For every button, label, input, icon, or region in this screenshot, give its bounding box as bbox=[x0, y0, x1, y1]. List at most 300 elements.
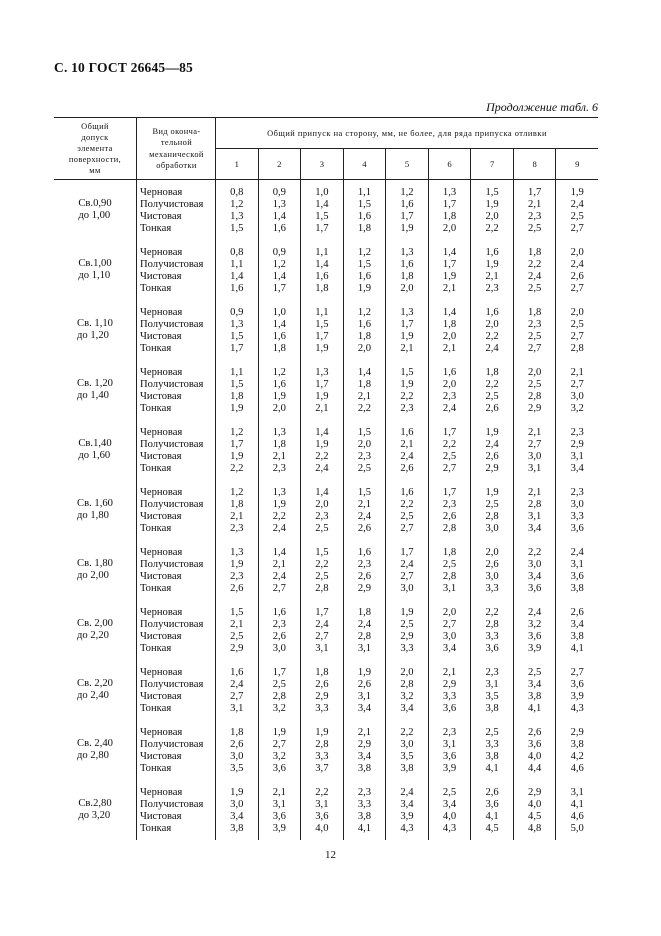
machining-kind: Получистовая bbox=[140, 199, 204, 210]
allowance-value: 2,1 bbox=[272, 787, 286, 798]
allowance-value: 1,9 bbox=[230, 559, 244, 570]
allowance-value: 2,5 bbox=[442, 559, 457, 570]
machining-kind: Тонкая bbox=[140, 283, 172, 294]
allowance-value: 1,6 bbox=[400, 259, 414, 270]
allowance-value: 2,4 bbox=[272, 571, 286, 582]
allowance-value: 1,6 bbox=[272, 379, 286, 390]
allowance-value: 1,5 bbox=[315, 211, 329, 222]
allowance-value: 3,1 bbox=[230, 703, 244, 714]
series-value-column bbox=[385, 780, 428, 840]
series-value-column bbox=[555, 480, 598, 540]
allowance-value: 2,9 bbox=[485, 463, 499, 474]
allowance-value: 2,1 bbox=[357, 391, 372, 402]
allowance-value: 1,7 bbox=[315, 223, 329, 234]
series-header: 6 bbox=[428, 148, 471, 179]
tolerance-range-label: Св. 1,60 до 1,80 bbox=[77, 497, 113, 521]
allowance-value: 2,5 bbox=[528, 379, 542, 390]
allowance-value: 2,8 bbox=[442, 571, 457, 582]
allowance-value: 2,5 bbox=[528, 223, 542, 234]
series-value-column bbox=[513, 360, 556, 420]
allowance-value: 3,1 bbox=[442, 739, 457, 750]
allowance-value: 1,9 bbox=[357, 283, 372, 294]
allowance-value: 3,0 bbox=[400, 583, 414, 594]
series-value-column bbox=[385, 240, 428, 300]
series-value-column bbox=[428, 480, 471, 540]
allowance-value: 4,8 bbox=[528, 823, 542, 834]
series-value-column bbox=[215, 240, 258, 300]
allowance-value: 1,6 bbox=[485, 307, 499, 318]
tolerance-range-label: Св.0,90 до 1,00 bbox=[78, 197, 112, 221]
series-value-column bbox=[343, 780, 386, 840]
series-value-column bbox=[258, 360, 301, 420]
allowance-value: 1,8 bbox=[272, 439, 286, 450]
allowance-value: 2,1 bbox=[400, 439, 414, 450]
allowance-value: 2,8 bbox=[357, 631, 372, 642]
allowance-value: 1,5 bbox=[315, 319, 329, 330]
allowance-value: 1,9 bbox=[272, 391, 286, 402]
machining-kind-cell bbox=[136, 720, 215, 780]
series-value-column bbox=[470, 720, 513, 780]
allowance-value: 2,0 bbox=[357, 343, 372, 354]
allowance-value: 2,1 bbox=[528, 199, 542, 210]
allowance-value: 2,2 bbox=[400, 391, 414, 402]
machining-kind: Тонкая bbox=[140, 763, 172, 774]
allowance-value: 2,0 bbox=[442, 331, 457, 342]
machining-kind: Чистовая bbox=[140, 511, 182, 522]
allowance-value: 3,2 bbox=[400, 691, 414, 702]
allowance-value: 2,6 bbox=[357, 523, 372, 534]
machining-kind: Черновая bbox=[140, 667, 183, 678]
allowance-value: 2,2 bbox=[528, 547, 542, 558]
allowance-value: 3,8 bbox=[570, 739, 584, 750]
allowance-value: 2,1 bbox=[357, 499, 372, 510]
allowance-value: 2,8 bbox=[272, 691, 286, 702]
allowance-value: 3,4 bbox=[230, 811, 244, 822]
allowance-value: 2,1 bbox=[400, 343, 414, 354]
allowance-value: 2,2 bbox=[485, 607, 499, 618]
series-value-column bbox=[258, 720, 301, 780]
allowance-value: 3,0 bbox=[230, 799, 244, 810]
allowance-value: 2,4 bbox=[570, 199, 584, 210]
allowance-value: 1,6 bbox=[357, 319, 372, 330]
series-value-column bbox=[343, 300, 386, 360]
allowance-value: 3,9 bbox=[528, 643, 542, 654]
allowance-value: 2,3 bbox=[442, 499, 457, 510]
allowance-value: 3,5 bbox=[230, 763, 244, 774]
allowance-value: 2,2 bbox=[528, 259, 542, 270]
allowance-value: 4,6 bbox=[570, 811, 584, 822]
machining-kind: Получистовая bbox=[140, 799, 204, 810]
allowance-value: 2,3 bbox=[570, 487, 584, 498]
allowance-value: 3,1 bbox=[570, 787, 584, 798]
allowance-value: 2,8 bbox=[528, 499, 542, 510]
machining-kind: Черновая bbox=[140, 487, 183, 498]
table-row-group bbox=[54, 420, 598, 480]
series-value-column bbox=[513, 780, 556, 840]
allowance-value: 1,4 bbox=[442, 247, 457, 258]
allowance-value: 3,4 bbox=[400, 703, 414, 714]
allowance-value: 1,3 bbox=[442, 187, 457, 198]
series-value-column bbox=[555, 420, 598, 480]
allowance-value: 3,8 bbox=[357, 811, 372, 822]
tolerance-range-label: Св. 2,20 до 2,40 bbox=[77, 677, 113, 701]
allowance-value: 2,9 bbox=[442, 679, 457, 690]
allowance-value: 2,7 bbox=[230, 691, 244, 702]
machining-kind: Чистовая bbox=[140, 811, 182, 822]
allowance-value: 2,7 bbox=[528, 439, 542, 450]
allowance-value: 2,5 bbox=[528, 331, 542, 342]
allowance-value: 2,1 bbox=[272, 451, 286, 462]
allowance-value: 2,6 bbox=[485, 787, 499, 798]
allowance-value: 2,1 bbox=[442, 343, 457, 354]
page-number: 12 bbox=[325, 849, 336, 861]
allowance-value: 3,0 bbox=[485, 523, 499, 534]
allowance-value: 1,7 bbox=[315, 379, 329, 390]
allowance-value: 3,8 bbox=[528, 691, 542, 702]
allowance-value: 3,4 bbox=[442, 799, 457, 810]
allowance-value: 2,1 bbox=[528, 427, 542, 438]
allowance-value: 1,7 bbox=[400, 547, 414, 558]
allowance-value: 2,1 bbox=[230, 511, 244, 522]
allowance-value: 2,1 bbox=[442, 283, 457, 294]
allowance-value: 1,6 bbox=[357, 271, 372, 282]
allowance-value: 4,1 bbox=[570, 799, 584, 810]
allowance-value: 3,0 bbox=[272, 643, 286, 654]
allowance-value: 1,9 bbox=[230, 451, 244, 462]
allowance-value: 3,0 bbox=[570, 391, 584, 402]
allowance-value: 2,6 bbox=[400, 463, 414, 474]
series-value-column bbox=[513, 240, 556, 300]
series-value-column bbox=[258, 180, 301, 240]
allowance-value: 3,1 bbox=[528, 511, 542, 522]
allowance-value: 2,6 bbox=[230, 739, 244, 750]
machining-kind-cell bbox=[136, 780, 215, 840]
allowance-value: 2,2 bbox=[230, 463, 244, 474]
series-value-column bbox=[215, 420, 258, 480]
allowance-value: 2,9 bbox=[528, 403, 542, 414]
allowance-value: 2,4 bbox=[570, 547, 584, 558]
series-value-column bbox=[513, 180, 556, 240]
allowance-value: 2,1 bbox=[357, 727, 372, 738]
allowance-value: 3,8 bbox=[570, 583, 584, 594]
series-value-column bbox=[385, 300, 428, 360]
series-value-column bbox=[343, 180, 386, 240]
series-value-column bbox=[513, 720, 556, 780]
machining-kind: Чистовая bbox=[140, 631, 182, 642]
allowance-value: 2,2 bbox=[315, 559, 329, 570]
allowance-value: 2,2 bbox=[315, 787, 329, 798]
allowance-value: 1,4 bbox=[272, 319, 286, 330]
allowance-value: 1,4 bbox=[230, 271, 244, 282]
allowance-value: 2,3 bbox=[442, 391, 457, 402]
allowance-value: 3,0 bbox=[570, 499, 584, 510]
series-value-column bbox=[300, 540, 343, 600]
series-value-column bbox=[343, 540, 386, 600]
allowance-value: 2,0 bbox=[442, 223, 457, 234]
allowance-value: 2,0 bbox=[400, 283, 414, 294]
allowance-value: 1,9 bbox=[315, 343, 329, 354]
allowance-value: 3,9 bbox=[272, 823, 286, 834]
allowance-value: 1,8 bbox=[400, 271, 414, 282]
allowance-value: 1,1 bbox=[315, 307, 329, 318]
allowance-value: 0,9 bbox=[272, 187, 286, 198]
allowance-value: 1,7 bbox=[230, 439, 244, 450]
allowance-value: 1,5 bbox=[230, 331, 244, 342]
tolerance-range-label: Св.1,00 до 1,10 bbox=[78, 257, 112, 281]
allowance-value: 2,3 bbox=[528, 211, 542, 222]
allowance-value: 3,6 bbox=[570, 523, 584, 534]
allowance-value: 1,8 bbox=[315, 283, 329, 294]
allowance-value: 3,2 bbox=[570, 403, 584, 414]
allowance-value: 4,1 bbox=[357, 823, 372, 834]
allowance-value: 2,9 bbox=[570, 727, 584, 738]
series-header: 4 bbox=[343, 148, 386, 179]
allowance-value: 3,2 bbox=[272, 751, 286, 762]
allowance-value: 3,1 bbox=[570, 451, 584, 462]
series-value-column bbox=[428, 180, 471, 240]
series-value-column bbox=[385, 600, 428, 660]
series-value-column bbox=[215, 180, 258, 240]
allowance-value: 1,8 bbox=[230, 391, 244, 402]
allowance-value: 3,0 bbox=[230, 751, 244, 762]
allowance-value: 2,9 bbox=[528, 787, 542, 798]
allowance-value: 2,6 bbox=[357, 679, 372, 690]
series-value-column bbox=[470, 600, 513, 660]
allowance-value: 5,0 bbox=[570, 823, 584, 834]
allowance-value: 2,5 bbox=[315, 523, 329, 534]
series-value-column bbox=[300, 480, 343, 540]
allowance-value: 1,9 bbox=[442, 271, 457, 282]
series-value-column bbox=[385, 180, 428, 240]
tolerance-range-label: Св. 1,80 до 2,00 bbox=[77, 557, 113, 581]
allowance-value: 3,6 bbox=[528, 583, 542, 594]
allowance-value: 3,3 bbox=[442, 691, 457, 702]
allowance-value: 3,1 bbox=[528, 463, 542, 474]
allowance-value: 1,8 bbox=[528, 307, 542, 318]
machining-kind: Получистовая bbox=[140, 439, 204, 450]
table-row-group bbox=[54, 600, 598, 660]
allowance-value: 1,7 bbox=[315, 331, 329, 342]
allowance-value: 1,3 bbox=[272, 427, 286, 438]
series-value-column bbox=[215, 720, 258, 780]
allowance-value: 1,5 bbox=[485, 187, 499, 198]
allowance-value: 2,8 bbox=[315, 583, 329, 594]
tolerance-range-label: Св. 1,10 до 1,20 bbox=[77, 317, 113, 341]
table-row-group bbox=[54, 240, 598, 300]
allowance-value: 2,3 bbox=[272, 463, 286, 474]
allowance-value: 1,5 bbox=[357, 259, 372, 270]
allowance-value: 2,7 bbox=[272, 739, 286, 750]
machining-kind: Черновая bbox=[140, 307, 183, 318]
series-value-column bbox=[343, 420, 386, 480]
allowance-value: 1,6 bbox=[230, 667, 244, 678]
machining-kind: Чистовая bbox=[140, 691, 182, 702]
series-value-column bbox=[215, 660, 258, 720]
allowance-value: 2,0 bbox=[528, 367, 542, 378]
allowance-value: 2,7 bbox=[400, 571, 414, 582]
series-value-column bbox=[343, 600, 386, 660]
allowance-value: 2,4 bbox=[485, 439, 499, 450]
series-value-column bbox=[470, 180, 513, 240]
allowance-value: 1,4 bbox=[315, 199, 329, 210]
allowance-value: 3,6 bbox=[442, 703, 457, 714]
allowance-value: 0,8 bbox=[230, 187, 244, 198]
allowance-value: 2,2 bbox=[400, 499, 414, 510]
machining-kind-column-header: Вид оконча- тельной механической обработки bbox=[136, 118, 216, 179]
allowance-value: 2,7 bbox=[570, 223, 584, 234]
allowance-value: 4,1 bbox=[485, 811, 499, 822]
series-value-column bbox=[555, 660, 598, 720]
allowance-value: 3,3 bbox=[485, 739, 499, 750]
series-value-column bbox=[258, 480, 301, 540]
allowance-value: 2,4 bbox=[400, 451, 414, 462]
series-value-column bbox=[428, 660, 471, 720]
allowance-value: 1,7 bbox=[528, 187, 542, 198]
series-value-column bbox=[215, 780, 258, 840]
allowance-value: 1,7 bbox=[442, 259, 457, 270]
series-value-column bbox=[513, 660, 556, 720]
series-number-headers bbox=[215, 148, 598, 179]
allowance-value: 3,4 bbox=[528, 523, 542, 534]
series-value-column bbox=[555, 360, 598, 420]
allowance-value: 2,2 bbox=[485, 379, 499, 390]
series-value-column bbox=[343, 240, 386, 300]
allowance-value: 1,8 bbox=[230, 727, 244, 738]
allowance-value: 2,6 bbox=[272, 631, 286, 642]
allowance-value: 1,4 bbox=[442, 307, 457, 318]
series-value-column bbox=[300, 180, 343, 240]
allowance-value: 1,8 bbox=[357, 607, 372, 618]
series-value-column bbox=[428, 360, 471, 420]
allowance-value: 2,6 bbox=[230, 583, 244, 594]
allowance-value: 3,9 bbox=[442, 763, 457, 774]
allowance-value: 4,3 bbox=[442, 823, 457, 834]
allowance-value: 2,5 bbox=[570, 319, 584, 330]
allowance-value: 2,3 bbox=[315, 511, 329, 522]
allowance-value: 1,0 bbox=[315, 187, 329, 198]
allowance-value: 4,1 bbox=[570, 643, 584, 654]
allowance-value: 2,2 bbox=[442, 439, 457, 450]
allowance-value: 3,6 bbox=[442, 751, 457, 762]
allowance-value: 2,7 bbox=[528, 343, 542, 354]
allowance-value: 2,5 bbox=[230, 631, 244, 642]
allowance-value: 3,0 bbox=[400, 739, 414, 750]
allowance-value: 2,5 bbox=[442, 787, 457, 798]
allowance-value: 4,1 bbox=[485, 763, 499, 774]
allowance-value: 3,4 bbox=[570, 463, 584, 474]
machining-kind: Тонкая bbox=[140, 463, 172, 474]
allowance-value: 2,5 bbox=[485, 499, 499, 510]
allowance-value: 1,2 bbox=[230, 427, 244, 438]
series-value-column bbox=[385, 480, 428, 540]
allowance-value: 2,2 bbox=[357, 403, 372, 414]
allowance-value: 2,3 bbox=[528, 319, 542, 330]
allowance-value: 2,4 bbox=[272, 523, 286, 534]
allowance-value: 4,5 bbox=[528, 811, 542, 822]
allowance-value: 2,8 bbox=[528, 391, 542, 402]
allowance-value: 3,1 bbox=[442, 583, 457, 594]
machining-kind: Чистовая bbox=[140, 271, 182, 282]
allowance-value: 2,3 bbox=[570, 427, 584, 438]
allowance-value: 2,4 bbox=[357, 619, 372, 630]
allowance-value: 2,1 bbox=[315, 403, 329, 414]
allowance-value: 1,4 bbox=[272, 547, 286, 558]
allowance-value: 2,3 bbox=[357, 787, 372, 798]
series-value-column bbox=[428, 240, 471, 300]
allowance-value: 2,6 bbox=[570, 607, 584, 618]
table-row-group bbox=[54, 360, 598, 420]
series-header: 1 bbox=[215, 148, 258, 179]
series-value-column bbox=[300, 720, 343, 780]
allowance-value: 1,5 bbox=[357, 199, 372, 210]
allowance-value: 2,4 bbox=[528, 607, 542, 618]
series-value-column bbox=[428, 600, 471, 660]
allowance-value: 1,6 bbox=[400, 427, 414, 438]
allowance-value: 3,8 bbox=[230, 823, 244, 834]
series-header: 7 bbox=[470, 148, 513, 179]
series-value-column bbox=[258, 660, 301, 720]
series-value-column bbox=[300, 600, 343, 660]
machining-kind: Черновая bbox=[140, 727, 183, 738]
allowance-value: 1,6 bbox=[272, 607, 286, 618]
allowance-value: 2,3 bbox=[442, 727, 457, 738]
allowance-value: 2,1 bbox=[230, 619, 244, 630]
machining-kind-cell bbox=[136, 540, 215, 600]
tolerance-range-label: Св.1,40 до 1,60 bbox=[78, 437, 112, 461]
allowance-value: 1,1 bbox=[230, 259, 244, 270]
allowance-value: 3,8 bbox=[357, 763, 372, 774]
allowance-value: 2,3 bbox=[357, 451, 372, 462]
allowance-value: 1,4 bbox=[272, 211, 286, 222]
allowance-value: 2,5 bbox=[400, 511, 414, 522]
allowance-value: 3,3 bbox=[485, 631, 499, 642]
series-value-column bbox=[215, 480, 258, 540]
allowance-value: 2,0 bbox=[442, 379, 457, 390]
machining-kind: Черновая bbox=[140, 787, 183, 798]
allowance-value: 2,0 bbox=[442, 607, 457, 618]
allowance-value: 1,5 bbox=[315, 547, 329, 558]
allowance-value: 4,2 bbox=[570, 751, 584, 762]
series-value-column bbox=[555, 540, 598, 600]
machining-kind: Тонкая bbox=[140, 823, 172, 834]
series-value-column bbox=[300, 780, 343, 840]
allowance-value: 3,0 bbox=[442, 631, 457, 642]
machining-kind: Получистовая bbox=[140, 499, 204, 510]
allowance-value: 2,9 bbox=[357, 739, 372, 750]
table-body bbox=[54, 180, 598, 840]
allowance-value: 2,6 bbox=[485, 403, 499, 414]
allowance-value: 2,2 bbox=[315, 451, 329, 462]
allowance-value: 3,1 bbox=[272, 799, 286, 810]
machining-kind-cell bbox=[136, 300, 215, 360]
allowance-value: 1,8 bbox=[442, 211, 457, 222]
series-value-column bbox=[555, 180, 598, 240]
allowance-value: 3,4 bbox=[442, 643, 457, 654]
allowance-value: 3,0 bbox=[528, 451, 542, 462]
allowance-value: 2,6 bbox=[485, 559, 499, 570]
series-value-column bbox=[470, 300, 513, 360]
allowance-value: 2,0 bbox=[570, 307, 584, 318]
machining-kind: Тонкая bbox=[140, 643, 172, 654]
allowance-value: 1,2 bbox=[230, 487, 244, 498]
allowance-value: 2,0 bbox=[485, 319, 499, 330]
allowance-value: 2,5 bbox=[528, 283, 542, 294]
table-continuation-note: Продолжение табл. 6 bbox=[486, 100, 598, 114]
allowance-value: 2,7 bbox=[570, 283, 584, 294]
allowance-value: 0,8 bbox=[230, 247, 244, 258]
allowance-value: 2,5 bbox=[485, 391, 499, 402]
allowance-value: 3,9 bbox=[400, 811, 414, 822]
